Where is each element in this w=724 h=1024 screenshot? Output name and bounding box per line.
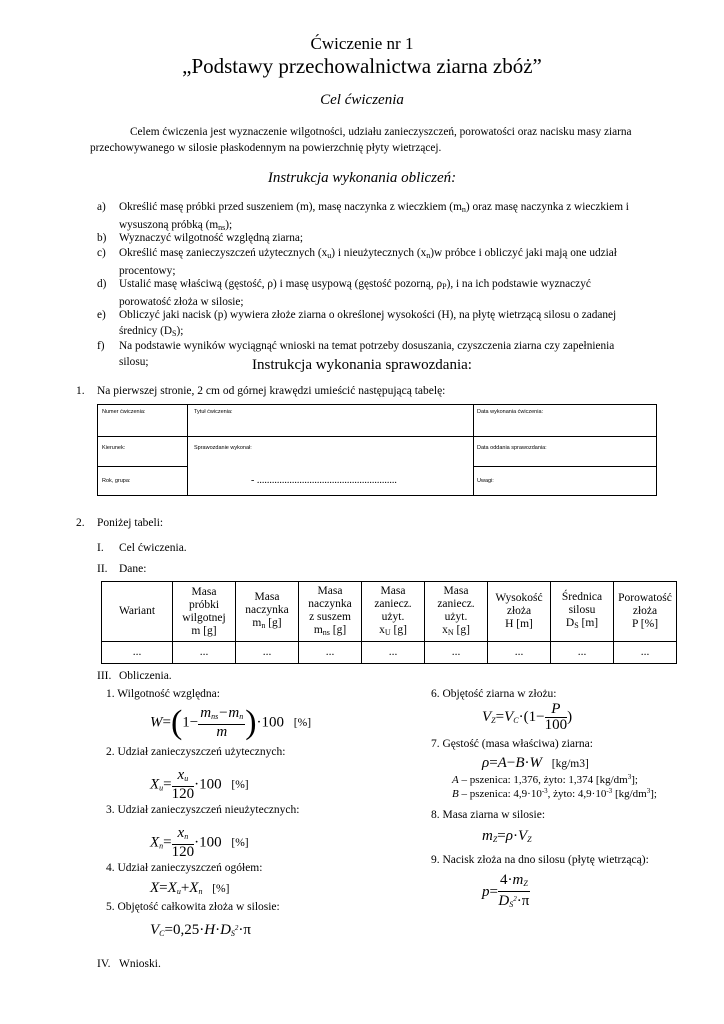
table-cell: ...	[299, 642, 362, 664]
section-2-text: Dane:	[119, 563, 147, 575]
cell-notes: Uwagi:	[477, 478, 494, 484]
instruction-item-c: c) Określić masę zanieczyszczeń użytecznych (xu) i nieużytecznych (xn)w próbce i obliczyć jaki mają one udział procentowy;	[97, 247, 617, 277]
section-3-number: III.	[97, 670, 112, 682]
instruction-item-d: d) Ustalić masę właściwą (gęstość, ρ) i masę usypową (gęstość pozorną, ρP), i na ich podstawie wyznaczyć porowatość złoża w silosie;	[97, 278, 591, 308]
header-variant: Wariant	[102, 582, 173, 642]
calc-2-label: 2. Udział zanieczyszczeń użytecznych:	[106, 746, 286, 758]
table-cell: ...	[551, 642, 614, 664]
formula-bed-volume: $VC=0,25\cdot H\cdot DS^2\cdot\pi$	[150, 922, 251, 938]
table-row	[102, 642, 677, 664]
report-header-table	[97, 404, 657, 496]
calc-9-label: 9. Nacisk złoża na dno silosu (płytę wietrzącą):	[431, 854, 649, 866]
table-cell: ...	[236, 642, 299, 664]
header-sample-mass: Masa próbki wilgotnej m [g]	[173, 582, 236, 642]
section-3-text: Obliczenia.	[119, 670, 172, 682]
cell-exercise-date: Data wykonania ćwiczenia:	[477, 409, 544, 415]
instruction-item-f: f) Na podstawie wyników wyciągnąć wnioski na temat potrzeby dosuszania, czyszczenia ziarna czy zapełnienia silosu;	[97, 340, 615, 368]
table-divider	[473, 436, 657, 437]
header-dish-dried-mass: Masa naczynka z suszem mns [g]	[299, 582, 362, 642]
section-2-number: II.	[97, 563, 108, 575]
calc-instructions-heading: Instrukcja wykonania obliczeń:	[267, 170, 457, 186]
calc-3-label: 3. Udział zanieczyszczeń nieużytecznych:	[106, 804, 300, 816]
table-header-row	[102, 582, 677, 642]
table-cell: ...	[102, 642, 173, 664]
table-cell: ...	[488, 642, 551, 664]
step-2-number: 2.	[76, 517, 85, 529]
calc-1-label: 1. Wilgotność względna:	[106, 688, 220, 700]
section-4-text: Wnioski.	[119, 958, 161, 970]
formula-pressure: p= $\frac{4\cdot mZ}{DS^2\cdot\pi}$	[482, 872, 530, 909]
cell-exercise-title: Tytuł ćwiczenia:	[194, 409, 233, 415]
formula-useless-impurities: Xn= $\frac{xn}{120}$ ·100 [%]	[150, 825, 249, 860]
exercise-title: „Podstawy przechowalnictwa ziarna zbóż”	[182, 54, 542, 78]
signature-line: - ........................................................	[251, 475, 397, 486]
step-1-text: Na pierwszej stronie, 2 cm od górnej krawędzi umieścić następującą tabelę:	[97, 385, 446, 397]
calc-6-label: 6. Objętość ziarna w złożu:	[431, 688, 557, 700]
formula-density: ρ=A−B·W [kg/m3]	[482, 755, 589, 771]
instruction-item-b: b) Wyznaczyć wilgotność względną ziarna;	[97, 232, 304, 244]
header-dish-mass: Masa naczynka mn [g]	[236, 582, 299, 642]
calc-7-label: 7. Gęstość (masa właściwa) ziarna:	[431, 738, 593, 750]
report-instructions-heading: Instrukcja wykonania sprawozdania:	[252, 357, 472, 373]
header-useless-impurities: Masa zaniecz. użyt. xN [g]	[425, 582, 488, 642]
table-cell: ...	[173, 642, 236, 664]
section-1-number: I.	[97, 542, 104, 554]
step-2-text: Poniżej tabeli:	[97, 517, 164, 529]
header-useful-impurities: Masa zaniecz. użyt. xU [g]	[362, 582, 425, 642]
goal-heading: Cel ćwiczenia	[320, 92, 404, 108]
calc-5-label: 5. Objętość całkowita złoża w silosie:	[106, 901, 280, 913]
table-divider	[473, 466, 657, 467]
goal-paragraph: Celem ćwiczenia jest wyznaczenie wilgotności, udziału zanieczyszczeń, porowatości oraz nacisku masy ziarna przechowywanego w silosie płaskodennym na powierzchnię płyty wietrzącej.	[90, 126, 632, 154]
cell-report-by: Sprawozdanie wykonał:	[194, 445, 252, 451]
cell-year-group: Rok, grupa:	[102, 478, 131, 484]
step-1-number: 1.	[76, 385, 85, 397]
table-divider	[98, 466, 187, 467]
table-divider	[473, 405, 474, 495]
calc-4-label: 4. Udział zanieczyszczeń ogółem:	[106, 862, 263, 874]
instruction-item-a: a) Określić masę próbki przed suszeniem (m), masę naczynka z wieczkiem (mn) oraz masę naczynka z wieczkiem i wysuszoną próbką (mns);	[97, 201, 629, 232]
formula-grain-mass: mZ=ρ·VZ	[482, 828, 532, 844]
formula-grain-volume: VZ=VC·(1− $\frac{P}{100}$ )	[482, 701, 573, 733]
formula-moisture: W=(1− $\frac{\text{mns−mn}}{m}$ )·100 [%]	[150, 704, 312, 741]
cell-exercise-number: Numer ćwiczenia:	[102, 409, 146, 415]
calc-8-label: 8. Masa ziarna w silosie:	[431, 809, 546, 821]
header-bed-height: Wysokość złoża H [m]	[488, 582, 551, 642]
exercise-number-title: Ćwiczenie nr 1	[310, 34, 414, 53]
formula-useful-impurities: Xu= $\frac{xu}{120}$ ·100 [%]	[150, 767, 249, 802]
table-divider	[98, 436, 187, 437]
formula-total-impurities: X=Xu+Xn [%]	[150, 880, 230, 896]
section-4-number: IV.	[97, 958, 111, 970]
instruction-item-e: e) Obliczyć jaki nacisk (p) wywiera złoże ziarna o określonej wysokości (H), na płytę wietrzącą silosu o zadanej średnicy (DS);	[97, 309, 617, 338]
coefficient-b: B – pszenica: $4,9\cdot 10^{-3}$, żyto: $4,9\cdot 10^{-3}$ $[kg/dm^3]$;	[452, 787, 657, 800]
table-cell: ...	[614, 642, 677, 664]
header-silo-diameter: Średnica silosu DS [m]	[551, 582, 614, 642]
table-cell: ...	[362, 642, 425, 664]
coefficient-a: A – pszenica: 1,376, żyto: 1,374 $[kg/dm^3]$;	[452, 773, 638, 786]
cell-submission-date: Data oddania sprawozdania:	[477, 445, 547, 451]
table-divider	[187, 405, 188, 495]
data-table	[101, 581, 677, 664]
table-divider	[187, 436, 473, 437]
section-1-text: Cel ćwiczenia.	[119, 542, 187, 554]
header-porosity: Porowatość złoża P [%]	[614, 582, 677, 642]
cell-direction: Kierunek:	[102, 445, 126, 451]
table-cell: ...	[425, 642, 488, 664]
